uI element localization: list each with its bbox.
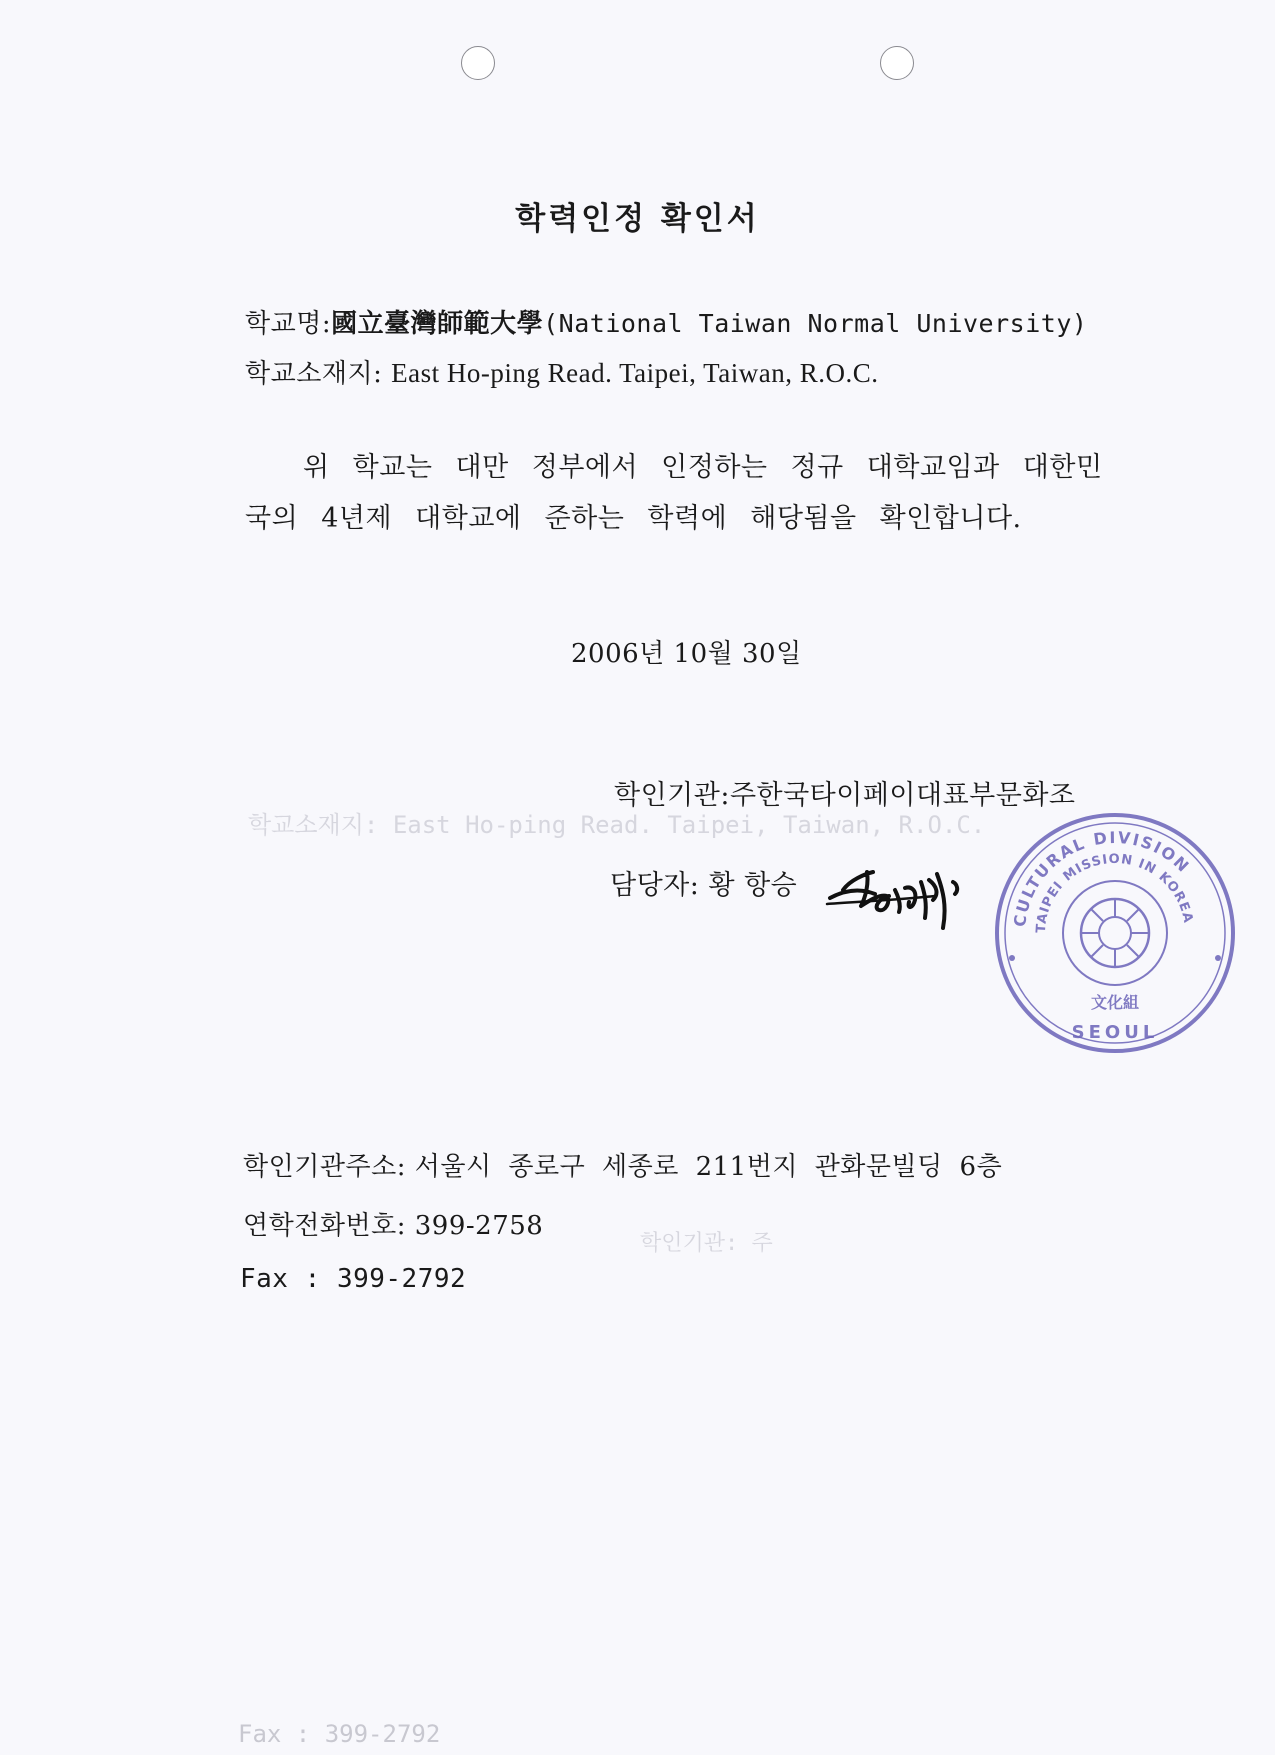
svg-text:TAIPEI MISSION IN KOREA: TAIPEI MISSION IN KOREA — [1033, 851, 1196, 934]
body-text-line-1: 위 학교는 대만 정부에서 인정하는 정규 대학교임과 대한민 — [303, 452, 1103, 483]
confirming-agency-line — [614, 773, 1076, 812]
body-text-line-2: 국의 4년제 대학교에 준하는 학력에 해당됨을 확인합니다. — [245, 503, 1022, 534]
school-name-line — [245, 303, 1087, 340]
phone-line — [243, 1205, 543, 1242]
school-address-label: 학교소재지: — [245, 359, 383, 389]
agency-address-value: 서울시 종로구 세종로 211번지 관화문빌딩 6층 — [414, 1152, 1003, 1182]
school-address-value: East Ho-ping Read. Taipei, Taiwan, R.O.C. — [391, 358, 879, 388]
bleed-through-text: 학인기관: 주 — [640, 1231, 773, 1256]
school-name-label: 학교명: — [245, 309, 332, 339]
officer-line — [610, 863, 797, 902]
document-date: 2006년 10월 30일 — [571, 639, 802, 669]
official-seal-stamp — [990, 808, 1240, 1058]
officer-name: 황 항승 — [708, 870, 798, 901]
document-title: 학력인정 확인서 — [515, 201, 760, 237]
agency-address-line — [243, 1146, 1002, 1183]
fax-line — [240, 1264, 466, 1294]
school-name-chinese: 國立臺灣師範大學 — [331, 309, 544, 339]
svg-text:文化組: 文化組 — [1090, 993, 1140, 1012]
phone-label: 연학전화번호: — [243, 1211, 406, 1241]
officer-label: 담당자: — [610, 870, 700, 901]
punch-hole-right — [880, 46, 914, 80]
confirming-agency-label: 학인기관: — [614, 780, 730, 811]
svg-text:CULTURAL DIVISION: CULTURAL DIVISION — [1010, 827, 1194, 928]
school-address-line — [245, 353, 879, 390]
fax-label: Fax : — [240, 1264, 321, 1294]
punch-hole-left — [461, 46, 495, 80]
svg-text:SEOUL: SEOUL — [1071, 1022, 1159, 1043]
bleed-through-text: 학교소재지: East Ho-ping Read. Taipei, Taiwan, R.O.C. — [248, 811, 986, 839]
phone-value: 399-2758 — [414, 1211, 544, 1241]
fax-value: 399-2792 — [336, 1264, 467, 1294]
school-name-english: (National Taiwan Normal University) — [543, 309, 1088, 338]
agency-address-label: 학인기관주소: — [243, 1152, 406, 1182]
bleed-through-text: Fax : 399-2792 — [238, 1720, 441, 1748]
confirming-agency-value: 주한국타이페이대표부문화조 — [729, 780, 1076, 811]
